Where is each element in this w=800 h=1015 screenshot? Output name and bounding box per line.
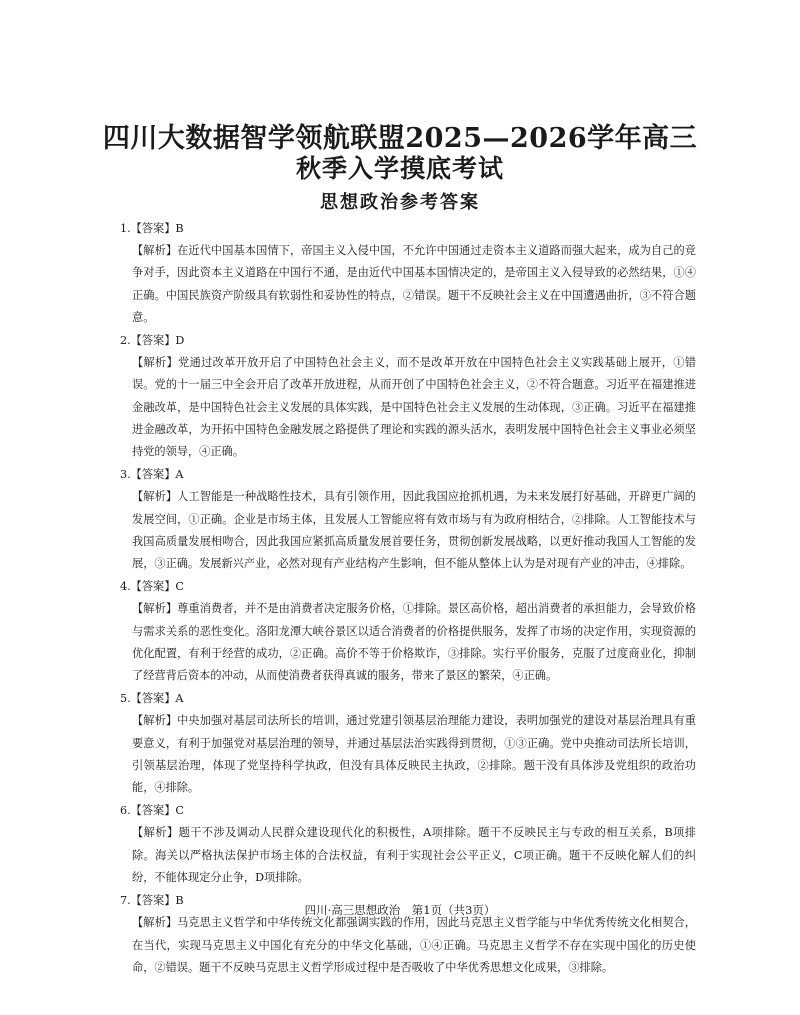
- question-explanation: 【解析】题干不涉及调动人民群众建设现代化的积极性，A项排除。题干不反映民主与专政的相互关系，B项排除。海关以严格执法保护市场主体的合法权益，有利于实现社会公平正义，C项正确。题干不反映化解人们的纠纷，不能体现定分止争，D项排除。: [132, 826, 696, 884]
- question-answer: 7.【答案】B: [120, 894, 184, 908]
- question-explanation: 【解析】人工智能是一种战略性技术，具有引领作用，因此我国应抢抓机遇，为未来发展打好基础，开辟更广阔的发展空间，①正确。企业是市场主体，且发展人工智能应将有效市场与有为政府相结合，②排除。人工智能技术与我国高质量发展相吻合，因此我国应紧抓高质量发展首要任务，贯彻创新发展战略，以更好推动我国人工智能的发展，③正确。发展新兴产业，必然对现有产业结构产生影响，但不能从整体上认为是对现有产业的冲击，④排除。: [132, 490, 696, 571]
- question-list: [0, 218, 800, 979]
- question-answer: 4.【答案】C: [120, 580, 184, 594]
- question-answer: 6.【答案】C: [120, 804, 184, 818]
- question-answer: 1.【答案】B: [120, 222, 184, 235]
- question-explanation: 【解析】党通过改革开放开启了中国特色社会主义，而不是改革开放在中国特色社会主义实践基础上展开，①错误。党的十一届三中全会开启了改革开放进程，从而开创了中国特色社会主义，②不符合题意。习近平在福建推进金融改革，是中国特色社会主义发展的具体实践，是中国特色社会主义发展的生动体现，③正确。习近平在福建推进金融改革，为开拓中国特色金融发展之路提供了理论和实践的源头活水，表明发展中国特色社会主义事业必须坚持党的领导，④正确。: [132, 356, 696, 459]
- question-answer: 3.【答案】A: [120, 468, 184, 482]
- question-answer: 2.【答案】D: [120, 334, 185, 348]
- question-explanation: 【解析】中央加强对基层司法所长的培训，通过党建引领基层治理能力建设，表明加强党的建设对基层治理具有重要意义，有利于加强党对基层治理的领导，并通过基层法治实践得到贯彻，①③正确。党中央推动司法所长培训，引领基层治理，体现了党坚持科学执政，但没有具体反映民主执政，②排除。题干没有具体涉及党组织的政治功能，④排除。: [132, 714, 696, 795]
- question-1: [118, 218, 696, 329]
- question-2: [118, 330, 696, 463]
- question-answer: 5.【答案】A: [120, 692, 184, 706]
- exam-title-line2: 秋季入学摸底考试: [295, 154, 504, 183]
- question-5: [118, 688, 696, 799]
- question-4: [118, 576, 696, 687]
- question-explanation: 【解析】马克思主义哲学和中华传统文化都强调实践的作用，因此马克思主义哲学能与中华优秀传统文化相契合，在当代，实现马克思主义中国化有充分的中华文化基础，①④正确。马克思主义哲学不存在实现中国化的历史使命，②错误。题干不反映马克思主义哲学形成过程中是否吸收了中华优秀思想文化成果，③排除。: [132, 916, 696, 974]
- question-6: [118, 800, 696, 889]
- question-explanation: 【解析】在近代中国基本国情下，帝国主义入侵中国，不允许中国通过走资本主义道路而强大起来，成为自己的竞争对手，因此资本主义道路在中国行不通，是由近代中国基本国情决定的，是帝国主义入侵导致的必然结果，①④正确。中国民族资产阶级具有软弱性和妥协性的特点，②错误。题干不反映社会主义在中国遭遇曲折，③不符合题意。: [132, 244, 696, 324]
- exam-title-line1: 四川大数据智学领航联盟2025—2026学年高三: [102, 123, 698, 154]
- question-3: [118, 464, 696, 575]
- question-explanation: 【解析】尊重消费者，并不是由消费者决定服务价格，①排除。景区高价格，超出消费者的承担能力，会导致价格与需求关系的恶性变化。洛阳龙潭大峡谷景区以适合消费者的价格提供服务，发挥了市场的决定作用，实现资源的优化配置，有利于经营的成功，②正确。高价不等于价格欺诈，③排除。实行平价服务，克服了过度商业化，抑制了经营背后资本的冲动，从而使消费者获得真诚的服务，带来了景区的繁荣，④正确。: [132, 602, 696, 683]
- answer-key-subtitle: 思想政治参考答案: [320, 192, 480, 213]
- page-footer: 四川·高三思想政治 第1页（共3页）: [304, 903, 496, 917]
